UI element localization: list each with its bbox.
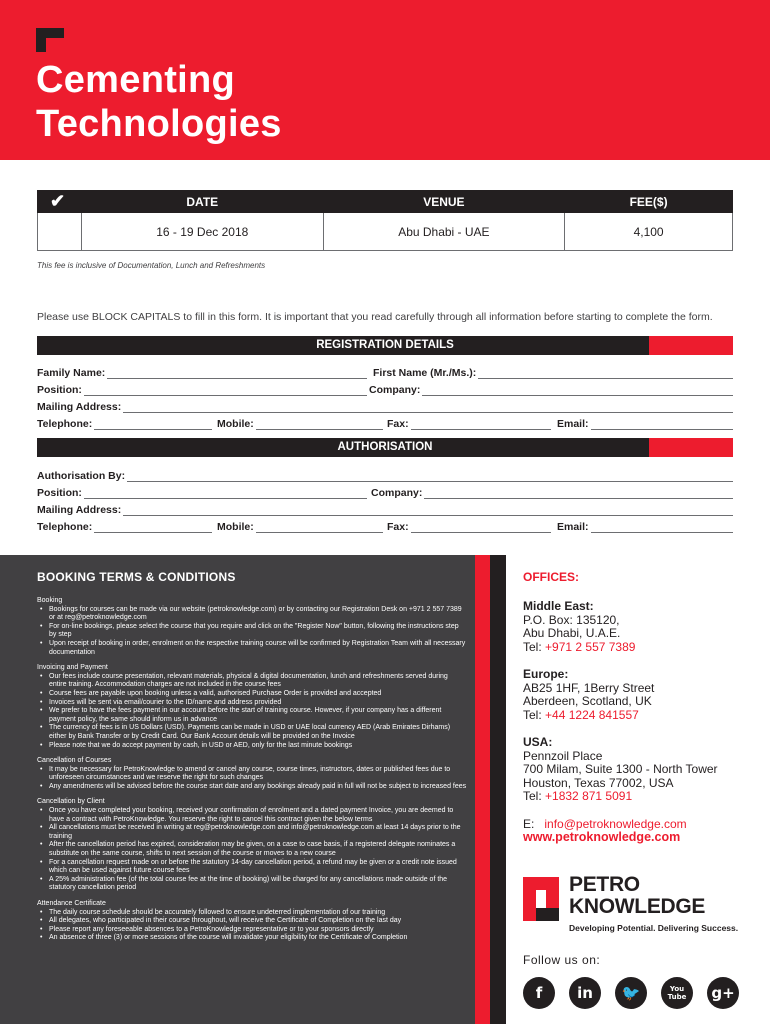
youtube-icon[interactable]: You Tube bbox=[661, 977, 693, 1009]
terms-section-heading: Invoicing and Payment bbox=[37, 664, 108, 672]
select-checkbox[interactable] bbox=[38, 213, 82, 251]
auth-mobile-field[interactable]: Mobile: bbox=[217, 518, 383, 533]
mobile-field[interactable]: Mobile: bbox=[217, 415, 383, 430]
contact-email: E: info@petroknowledge.com www.petroknowledge.com bbox=[523, 818, 753, 845]
position-field[interactable]: Position: bbox=[37, 381, 367, 396]
middle-east-phone[interactable]: +971 2 557 7389 bbox=[545, 639, 636, 654]
auth-row-3 bbox=[37, 501, 733, 516]
terms-item: • Please note that we do accept payment by cash, in USD or AED, only for the last minute bookings bbox=[49, 742, 467, 751]
terms-item: • Our fees include course presentation, relevant materials, physical & digital documentation, lunch and refreshments served during entire training. Accommodation charges are not included in the course fees bbox=[49, 673, 467, 690]
office-europe: Europe: AB25 1HF, 1Berry Street Aberdeen, Scotland, UK Tel: +44 1224 841557 bbox=[523, 667, 655, 722]
twitter-icon[interactable]: 🐦 bbox=[615, 977, 647, 1009]
reg-row-3 bbox=[37, 398, 733, 413]
terms-item: • Any amendments will be advised before the course start date and any bookings already paid in full will not be subject to increased fees bbox=[49, 783, 467, 792]
website-link[interactable]: www.petroknowledge.com bbox=[523, 830, 681, 844]
terms-section-heading: Booking bbox=[37, 597, 63, 604]
auth-row-2 bbox=[37, 484, 733, 499]
terms-item: • After the cancellation period has expired, consideration may be given, on a case to case basis, if a registered delegate nominates a substitute on the same course, shifts to next session of the course or moves to a new course bbox=[49, 841, 467, 858]
terms-item: • The daily course schedule should be accurately followed to ensure undeterred implementation of our training bbox=[49, 909, 467, 918]
terms-item: • A 25% administration fee (of the total course fee at the time of booking) will be charged for any cancellations made outside of the statutory cancellation period bbox=[49, 876, 467, 893]
auth-fax-field[interactable]: Fax: bbox=[387, 518, 551, 533]
corner-logo-icon bbox=[36, 28, 64, 52]
red-stripe bbox=[475, 555, 490, 1024]
terms-body bbox=[37, 597, 467, 943]
terms-item: • It may be necessary for PetroKnowledge to amend or cancel any course, course times, instructors, dates or published fees due to unforeseen circumstances and we reserve the right for such changes bbox=[49, 766, 467, 783]
petroknowledge-logo bbox=[523, 874, 738, 936]
auth-company-field[interactable]: Company: bbox=[371, 484, 733, 499]
fee-note: This fee is inclusive of Documentation, Lunch and Refreshments bbox=[37, 261, 266, 270]
auth-row-1 bbox=[37, 467, 733, 482]
authorisation-title: AUTHORISATION bbox=[337, 441, 433, 453]
terms-item: • Once you have completed your booking, received your confirmation of enrolment and a dated payment Invoice, you are deemed to have a contract with PetroKnowledge. You reserve the right to cancel this contract given the below terms bbox=[49, 807, 467, 824]
terms-item: • Upon receipt of booking in order, enrolment on the respective training course will be confirmed by Registration Team with all necessary documentation bbox=[49, 640, 467, 657]
offices-section bbox=[523, 570, 753, 845]
first-name-field[interactable]: First Name (Mr./Ms.): bbox=[373, 364, 733, 379]
authorisation-by-field[interactable]: Authorisation By: bbox=[37, 467, 733, 482]
terms-item: • Course fees are payable upon booking unless a valid, authorised Purchase Order is provided and accepted bbox=[49, 690, 467, 699]
fax-field[interactable]: Fax: bbox=[387, 415, 551, 430]
family-name-field[interactable]: Family Name: bbox=[37, 364, 367, 379]
social-icons bbox=[523, 977, 739, 1009]
offices-title: OFFICES: bbox=[523, 570, 579, 584]
header-banner bbox=[0, 0, 770, 160]
dark-stripe bbox=[490, 555, 506, 1024]
form-instruction: Please use BLOCK CAPITALS to fill in this form. It is important that you read carefully through all information before starting to complete the form. bbox=[37, 311, 713, 323]
company-field[interactable]: Company: bbox=[369, 381, 733, 396]
usa-phone[interactable]: +1832 871 5091 bbox=[545, 789, 633, 803]
brand-name: PETRO KNOWLEDGE bbox=[569, 873, 706, 918]
terms-section-heading: Cancellation by Client bbox=[37, 798, 105, 806]
terms-list bbox=[37, 807, 467, 893]
authorisation-bar bbox=[37, 438, 733, 457]
terms-section-heading: Cancellation of Courses bbox=[37, 757, 112, 765]
auth-email-field[interactable]: Email: bbox=[557, 518, 733, 533]
reg-row-1 bbox=[37, 364, 733, 379]
terms-item: • All delegates, who participated in their course throughout, will receive the Certificate of Completion on the last day bbox=[49, 917, 467, 926]
terms-item: • We prefer to have the fees payment in our account before the start of training course. However, if your company has a different payment policy, the same should inform us in advance bbox=[49, 707, 467, 724]
terms-list bbox=[37, 909, 467, 943]
course-title bbox=[36, 58, 282, 146]
date-header: DATE bbox=[81, 191, 323, 213]
check-header-icon: ✔ bbox=[38, 191, 82, 213]
venue-header: VENUE bbox=[323, 191, 565, 213]
auth-position-field[interactable]: Position: bbox=[37, 484, 367, 499]
europe-phone[interactable]: +44 1224 841557 bbox=[545, 707, 639, 722]
auth-mailing-address-field[interactable]: Mailing Address: bbox=[37, 501, 733, 516]
registration-details-bar bbox=[37, 336, 733, 355]
title-line-1: Cementing bbox=[36, 59, 236, 101]
reg-row-4 bbox=[37, 415, 733, 430]
email-link[interactable]: info@petroknowledge.com bbox=[544, 816, 687, 831]
terms-list bbox=[37, 673, 467, 750]
terms-item: • All cancellations must be received in writing at reg@petroknowledge.com and info@petroknowledge.com at least 14 days prior to the training bbox=[49, 824, 467, 841]
course-fee-table bbox=[37, 190, 733, 251]
course-date: 16 - 19 Dec 2018 bbox=[81, 213, 323, 251]
office-usa: USA: Pennzoil Place 700 Milam, Suite 1300 - North Tower Houston, Texas 77002, USA Tel: +1832 871 5091 bbox=[523, 735, 718, 803]
follow-us-label: Follow us on: bbox=[523, 953, 601, 967]
auth-telephone-field[interactable]: Telephone: bbox=[37, 518, 212, 533]
email-field[interactable]: Email: bbox=[557, 415, 733, 430]
course-fee: 4,100 bbox=[565, 213, 733, 251]
mailing-address-field[interactable]: Mailing Address: bbox=[37, 398, 733, 413]
terms-item: • For a cancellation request made on or before the statutory 14-day cancellation period, a refund may be given or a credit note issued which can be used against future course fees bbox=[49, 859, 467, 876]
brand-tagline: Developing Potential. Delivering Success. bbox=[569, 923, 739, 933]
terms-item: • The currency of fees is in US Dollars (USD). Payments can be made in USD or UAE local currency AED (Arab Emirates Dirhams) either by Bank Transfer or by Credit Card. Our Bank Account details will be provided on the Invoice bbox=[49, 724, 467, 741]
reg-row-2 bbox=[37, 381, 733, 396]
office-middle-east: Middle East: P.O. Box: 135120, Abu Dhabi, U.A.E. Tel: +971 2 557 7389 bbox=[523, 599, 636, 654]
terms-item: • For on-line bookings, please select the course that you require and click on the "Register Now" button, following the instructions step by step bbox=[49, 623, 467, 640]
terms-item: • Invoices will be sent via email/courier to the ID/name and address provided bbox=[49, 699, 467, 708]
facebook-icon[interactable]: f bbox=[523, 977, 555, 1009]
terms-item: • Please report any foreseeable absences to a PetroKnowledge representative or to your sponsors directly bbox=[49, 926, 467, 935]
telephone-field[interactable]: Telephone: bbox=[37, 415, 212, 430]
title-line-2: Technologies bbox=[36, 103, 282, 145]
course-venue: Abu Dhabi - UAE bbox=[323, 213, 565, 251]
registration-title: REGISTRATION DETAILS bbox=[316, 339, 454, 351]
terms-section-heading: Attendance Certificate bbox=[37, 900, 106, 907]
linkedin-icon[interactable]: in bbox=[569, 977, 601, 1009]
terms-list bbox=[37, 766, 467, 792]
auth-row-4 bbox=[37, 518, 733, 533]
terms-list bbox=[37, 606, 467, 658]
google-plus-icon[interactable]: g+ bbox=[707, 977, 739, 1009]
terms-item: • An absence of three (3) or more sessions of the course will invalidate your eligibility for the Certificate of Completion bbox=[49, 934, 467, 943]
terms-title: BOOKING TERMS & CONDITIONS bbox=[37, 570, 236, 584]
terms-item: • Bookings for courses can be made via our website (petroknowledge.com) or by contacting our Registration Desk on +971 2 557 7389 or at reg@petroknowledge.com bbox=[49, 606, 467, 623]
pk-logo-icon bbox=[523, 877, 559, 921]
fee-header: FEE($) bbox=[565, 191, 733, 213]
